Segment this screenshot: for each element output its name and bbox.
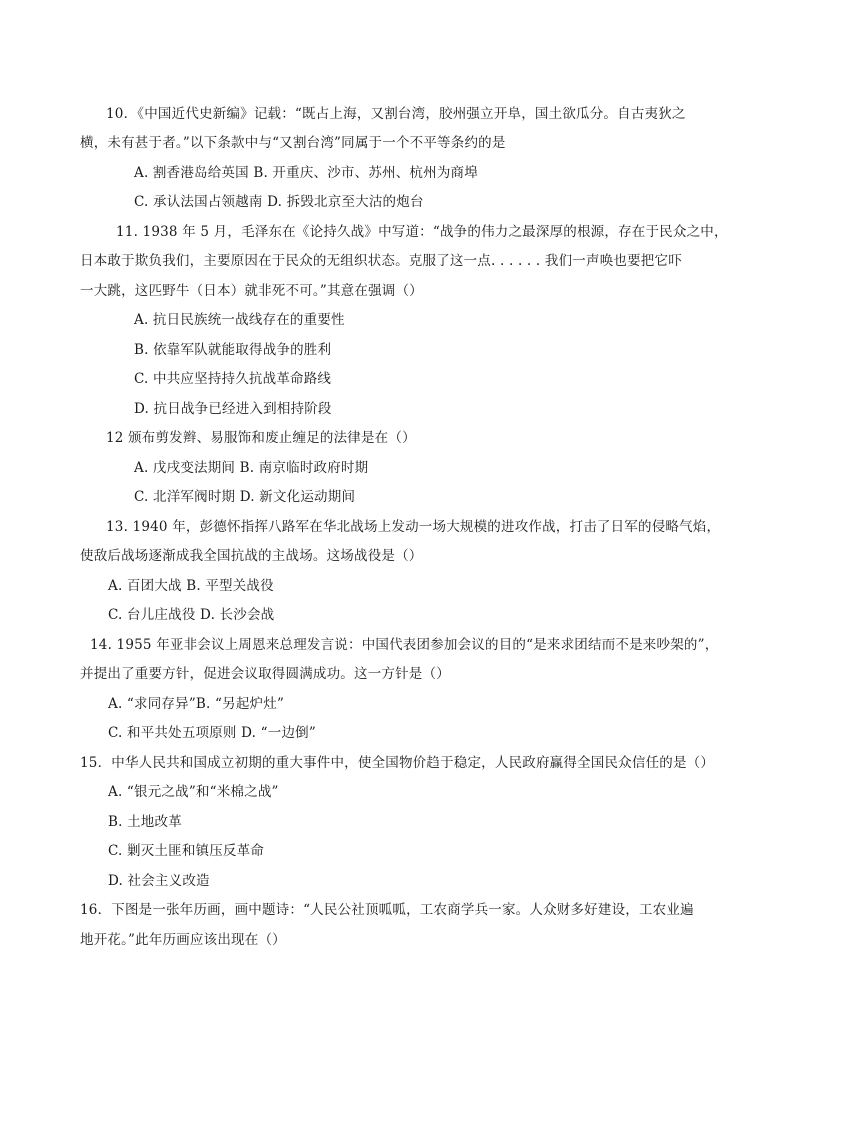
- question-11-option-b: B. 依靠军队就能取得战争的胜利: [134, 342, 332, 358]
- question-11-stem-line-1: 11. 1938 年 5 月，毛泽东在《论持久战》中写道：“战争的伟力之最深厚的根源，存在于民众之中，: [116, 224, 728, 240]
- question-13-stem-line-2: 使敌后战场逐渐成我全国抗战的主战场。这场战役是（）: [80, 548, 423, 564]
- question-11-stem-line-3: 一大跳，这匹野牛（日本）就非死不可。”其意在强调（）: [80, 283, 423, 299]
- question-11-option-a: A. 抗日民族统一战线存在的重要性: [134, 312, 345, 328]
- question-13-option-line-1: A. 百团大战 B. 平型关战役: [108, 578, 274, 594]
- question-10-stem-line-1: 10．《中国近代史新编》记载：“既占上海，又割台湾，胶州强立开阜，国土欲瓜分。自古夷狄之: [106, 106, 686, 122]
- question-14-option-line-2: C. 和平共处五项原则 D. “一边倒”: [108, 725, 316, 741]
- question-14-option-line-1: A. “求同存异”B. “另起炉灶”: [108, 696, 285, 712]
- question-11-option-c: C. 中共应坚持持久抗战革命路线: [134, 371, 332, 387]
- question-12-option-line-1: A. 戊戌变法期间 B. 南京临时政府时期: [134, 460, 369, 476]
- question-15-stem-line-1: 15．中华人民共和国成立初期的重大事件中，使全国物价趋于稳定，人民政府赢得全国民众信任的是（）: [80, 755, 715, 771]
- question-11-stem-line-2: 日本敢于欺负我们，主要原因在于民众的无组织状态。克服了这一点. . . . . . 我们一声唤也要把它吓: [80, 253, 682, 269]
- question-11-option-d: D. 抗日战争已经进入到相持阶段: [134, 401, 332, 417]
- question-12-stem-line-1: 12 颁布剪发辫、易服饰和废止缠足的法律是在（）: [106, 430, 416, 446]
- question-10-stem-line-2: 横，未有甚于者。”以下条款中与“又割台湾”同属于一个不平等条约的是: [80, 135, 506, 151]
- question-13-option-line-2: C. 台儿庄战役 D. 长沙会战: [108, 607, 275, 623]
- question-15-option-b: B. 土地改革: [108, 814, 182, 830]
- question-15-option-c: C. 剿灭土匪和镇压反革命: [108, 843, 265, 859]
- question-14-stem-line-2: 并提出了重要方针，促进会议取得圆满成功。这一方针是（）: [80, 666, 450, 682]
- question-16-stem-line-1: 16．下图是一张年历画，画中题诗：“人民公社顶呱呱，工农商学兵一家。人众财多好建设，工农业遍: [80, 902, 694, 918]
- question-10-option-line-2: C. 承认法国占领越南 D. 拆毁北京至大沽的炮台: [134, 194, 424, 210]
- question-14-stem-line-1: 14. 1955 年亚非会议上周恩来总理发言说：中国代表团参加会议的目的“是来求团结而不是来吵架的”，: [90, 637, 719, 653]
- question-13-stem-line-1: 13. 1940 年，彭德怀指挥八路军在华北战场上发动一场大规模的进攻作战，打击了日军的侵略气焰，: [106, 519, 721, 535]
- question-15-option-d: D. 社会主义改造: [108, 873, 210, 889]
- question-16-stem-line-2: 地开花。”此年历画应该出现在（）: [80, 932, 286, 948]
- question-15-option-a: A. “银元之战”和“米棉之战”: [108, 784, 279, 800]
- question-10-option-line-1: A. 割香港岛给英国 B. 开重庆、沙市、苏州、杭州为商埠: [134, 165, 478, 181]
- question-12-option-line-2: C. 北洋军阀时期 D. 新文化运动期间: [134, 489, 356, 505]
